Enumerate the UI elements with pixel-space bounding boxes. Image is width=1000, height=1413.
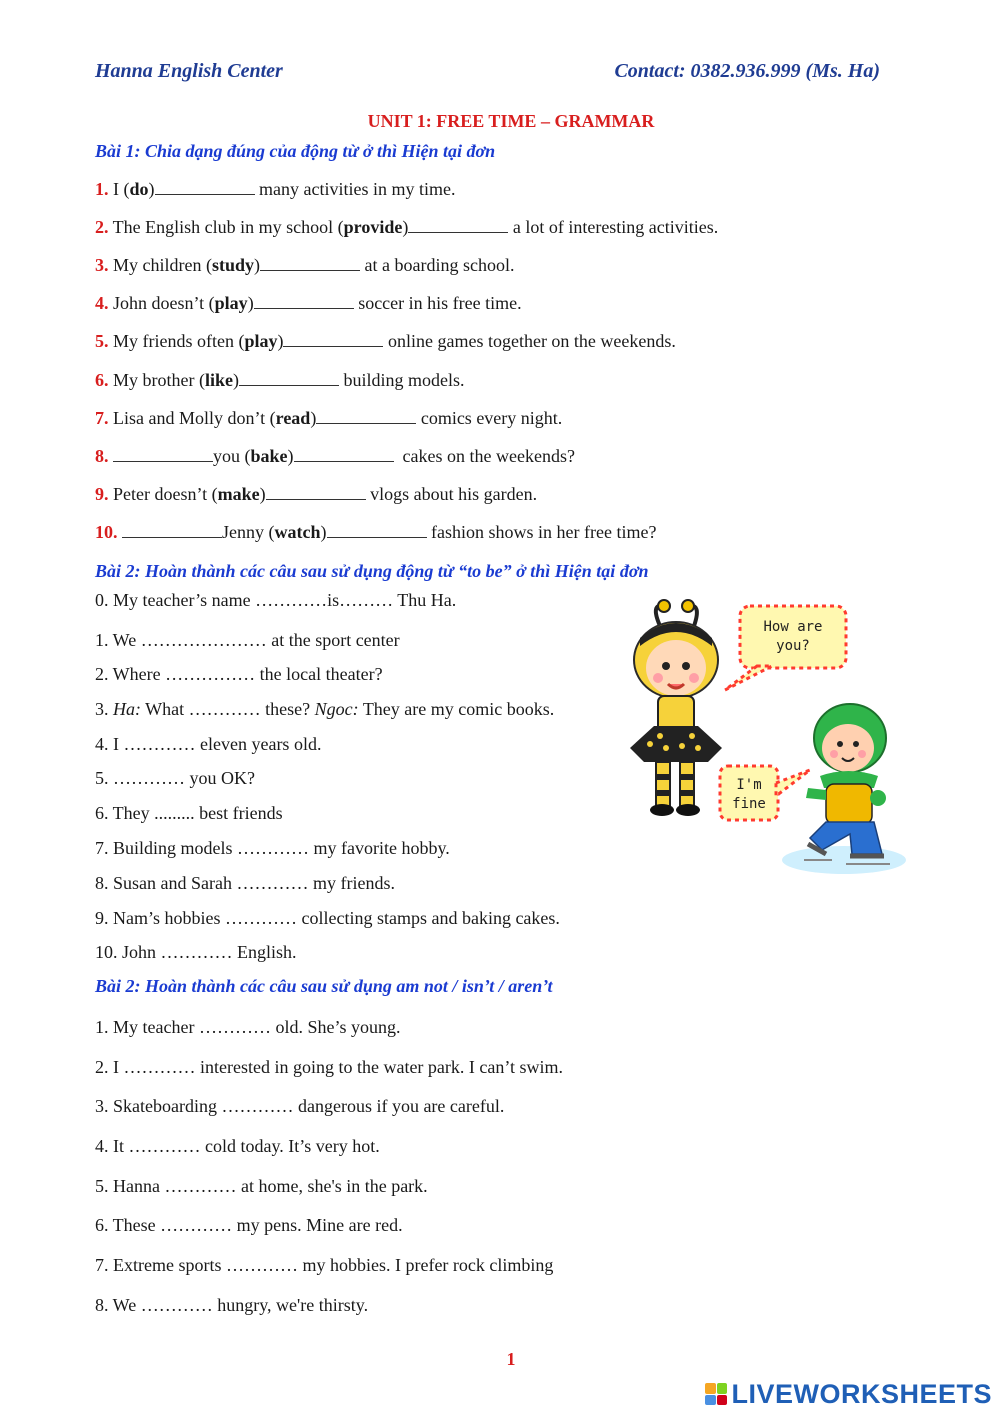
ex2-line-9[interactable]: 9. Nam’s hobbies ………… collecting stamps and baking cakes. — [95, 908, 560, 928]
ex2-line-4[interactable]: 4. I ………… eleven years old. — [95, 734, 322, 754]
ex2-line-3[interactable] — [95, 699, 554, 720]
item-text: soccer in his free time. — [353, 293, 522, 313]
item-verb: provide — [343, 217, 403, 237]
item-text: a lot of interesting activities. — [508, 217, 719, 237]
item-text: My friends often ( — [108, 331, 245, 351]
ex1-item-10 — [95, 522, 656, 543]
answer-blank[interactable] — [283, 332, 383, 347]
ex3-line-3[interactable]: 3. Skateboarding ………… dangerous if you are careful. — [95, 1096, 505, 1116]
item-number: 4. — [95, 293, 109, 313]
line-text: What ………… these? — [141, 699, 315, 719]
ex3-line-2[interactable]: 2. I ………… interested in going to the water park. I can’t swim. — [95, 1057, 564, 1077]
bubble-text: I'm — [736, 777, 762, 793]
answer-blank[interactable] — [408, 218, 508, 233]
item-text: ) — [310, 408, 317, 428]
exercise-1-title: Bài 1: Chia dạng đúng của động từ ở thì Hiện tại đơn — [95, 141, 496, 161]
ex1-item-9 — [95, 484, 537, 505]
item-text: ) — [247, 293, 254, 313]
answer-blank[interactable] — [316, 409, 416, 424]
item-text: The English club in my school ( — [108, 217, 344, 237]
item-verb: do — [129, 179, 149, 199]
ex3-line-7[interactable]: 7. Extreme sports ………… my hobbies. I prefer rock climbing — [95, 1255, 554, 1275]
line-text: 3. — [95, 699, 113, 719]
item-text: comics every night. — [416, 408, 563, 428]
item-number: 6. — [95, 370, 109, 390]
ex1-item-1 — [95, 179, 455, 200]
header-contact: Contact: 0382.936.999 (Ms. Ha) — [614, 60, 880, 82]
ex3-line-8[interactable]: 8. We ………… hungry, we're thirsty. — [95, 1295, 369, 1315]
ex3-line-6[interactable]: 6. These ………… my pens. Mine are red. — [95, 1215, 403, 1235]
item-number: 10. — [95, 522, 118, 542]
bee-girl-icon — [630, 600, 722, 816]
item-verb: watch — [274, 522, 321, 542]
item-text: ) — [148, 179, 155, 199]
item-number: 9. — [95, 484, 109, 504]
item-text: My children ( — [108, 255, 212, 275]
ex3-line-5[interactable]: 5. Hanna ………… at home, she's in the park. — [95, 1176, 428, 1196]
ex1-item-6 — [95, 370, 465, 391]
item-text: many activities in my time. — [254, 179, 456, 199]
answer-blank[interactable] — [155, 180, 255, 195]
ex2-line-2[interactable]: 2. Where …………… the local theater? — [95, 664, 383, 684]
ex1-item-3 — [95, 255, 514, 276]
item-text: ) — [254, 255, 261, 275]
answer-blank[interactable] — [327, 523, 427, 538]
item-text: ) — [402, 217, 409, 237]
ex3-line-1[interactable]: 1. My teacher ………… old. She’s young. — [95, 1017, 401, 1037]
item-text: Peter doesn’t ( — [108, 484, 218, 504]
item-text: at a boarding school. — [360, 255, 515, 275]
item-text: fashion shows in her free time? — [426, 522, 657, 542]
item-text: online games together on the weekends. — [383, 331, 676, 351]
ex2-line-0: 0. My teacher’s name …………is……… Thu Ha. — [95, 590, 457, 610]
item-number: 1. — [95, 179, 109, 199]
item-verb: play — [244, 331, 278, 351]
item-number: 8. — [95, 446, 109, 466]
ex2-line-7[interactable]: 7. Building models ………… my favorite hobby. — [95, 838, 450, 858]
answer-blank[interactable] — [113, 447, 213, 462]
speech-bubble-im-fine — [720, 766, 810, 820]
kids-illustration — [612, 598, 912, 880]
answer-blank[interactable] — [294, 447, 394, 462]
item-text: ) — [277, 331, 284, 351]
item-verb: bake — [250, 446, 288, 466]
ex2-line-1[interactable]: 1. We ………………… at the sport center — [95, 630, 400, 650]
ex1-item-5 — [95, 331, 676, 352]
ex2-line-6[interactable]: 6. They ......... best friends — [95, 803, 283, 823]
line-text: They are my comic books. — [358, 699, 555, 719]
item-text: John doesn’t ( — [108, 293, 215, 313]
bubble-text: fine — [732, 796, 766, 812]
header-center-name: Hanna English Center — [95, 60, 283, 82]
exercise-3-title: Bài 2: Hoàn thành các câu sau sử dụng am not / isn’t / aren’t — [95, 976, 553, 996]
item-number: 5. — [95, 331, 109, 351]
bubble-text: you? — [776, 638, 810, 654]
item-text: you ( — [213, 446, 251, 466]
answer-blank[interactable] — [239, 371, 339, 386]
item-verb: study — [211, 255, 255, 275]
item-verb: like — [204, 370, 233, 390]
item-verb: play — [214, 293, 248, 313]
item-number: 7. — [95, 408, 109, 428]
skating-boy-icon — [782, 704, 906, 874]
speaker-ngoc: Ngoc: — [314, 699, 359, 719]
page-title: UNIT 1: FREE TIME – GRAMMAR — [367, 111, 655, 131]
speech-bubble-how-are-you — [725, 606, 846, 690]
liveworksheets-logo-icon — [705, 1383, 727, 1405]
liveworksheets-brand[interactable] — [705, 1378, 992, 1410]
item-text: building models. — [339, 370, 465, 390]
answer-blank[interactable] — [254, 294, 354, 309]
ex3-line-4[interactable]: 4. It ………… cold today. It’s very hot. — [95, 1136, 380, 1156]
ex1-item-8 — [95, 446, 575, 467]
item-verb: make — [217, 484, 260, 504]
item-text: ) — [320, 522, 327, 542]
bubble-text: How are — [763, 619, 823, 635]
exercise-2-title: Bài 2: Hoàn thành các câu sau sử dụng động từ “to be” ở thì Hiện tại đơn — [95, 561, 649, 581]
item-number: 2. — [95, 217, 109, 237]
item-text: ) — [287, 446, 294, 466]
speaker-ha: Ha: — [113, 699, 141, 719]
ex1-item-4 — [95, 293, 522, 314]
ex1-item-2 — [95, 217, 718, 238]
brand-name: LIVEWORKSHEETS — [731, 1378, 992, 1409]
item-verb: read — [275, 408, 311, 428]
item-text: My brother ( — [108, 370, 205, 390]
answer-blank[interactable] — [260, 256, 360, 271]
item-text: Jenny ( — [222, 522, 275, 542]
ex2-line-8[interactable]: 8. Susan and Sarah ………… my friends. — [95, 873, 395, 893]
item-text: I ( — [108, 179, 130, 199]
item-number: 3. — [95, 255, 109, 275]
item-text: ) — [233, 370, 239, 390]
item-text: vlogs about his garden. — [365, 484, 538, 504]
page-number: 1 — [506, 1349, 516, 1369]
ex2-line-10[interactable]: 10. John ………… English. — [95, 942, 297, 962]
item-text: cakes on the weekends? — [393, 446, 575, 466]
answer-blank[interactable] — [266, 485, 366, 500]
item-text: ) — [259, 484, 266, 504]
item-text: Lisa and Molly don’t ( — [108, 408, 276, 428]
ex1-item-7 — [95, 408, 562, 429]
answer-blank[interactable] — [122, 523, 222, 538]
ex2-line-5[interactable]: 5. ………… you OK? — [95, 768, 255, 788]
